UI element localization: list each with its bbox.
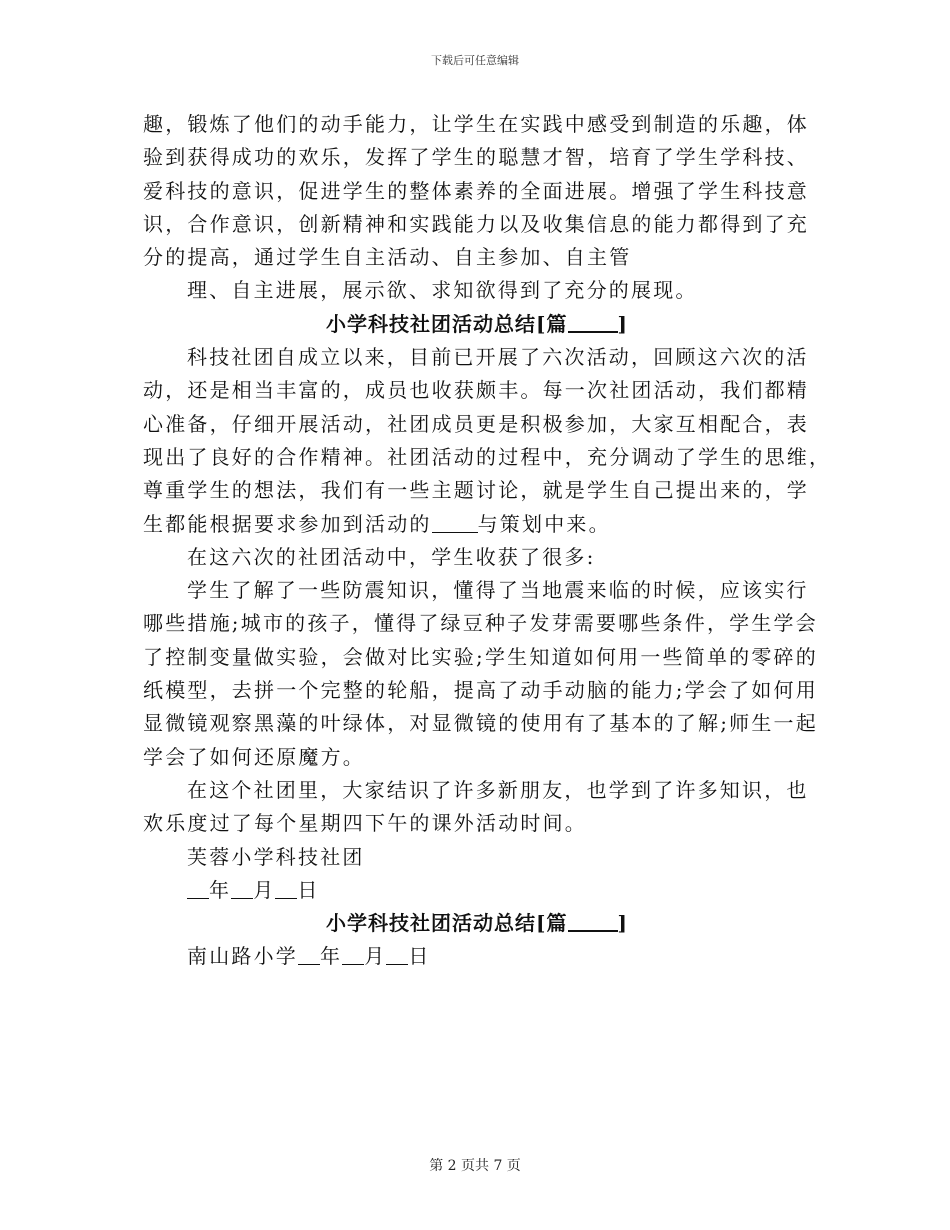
fill-blank bbox=[568, 311, 618, 333]
text-line: 现出了良好的合作精神。社团活动的过程中，充分调动了学生的思维， bbox=[143, 444, 832, 469]
section-title-2 bbox=[143, 907, 811, 940]
school-name: 南山路小学 bbox=[187, 944, 298, 969]
paragraph-6 bbox=[143, 774, 811, 841]
fill-blank bbox=[231, 880, 253, 899]
date-month: 月 bbox=[364, 944, 387, 969]
text-segment: 生都能根据要求参加到活动的 bbox=[143, 511, 432, 536]
text-line bbox=[143, 508, 811, 541]
paragraph-3 bbox=[143, 341, 832, 541]
section-title-close: ] bbox=[617, 911, 628, 936]
fill-blank bbox=[275, 880, 297, 899]
section-title-1 bbox=[143, 308, 811, 341]
text-line: 心准备，仔细开展活动，社团成员更是积极参加，大家互相配合，表 bbox=[143, 411, 809, 436]
date-year: 年 bbox=[209, 877, 232, 902]
text-line: 验到获得成功的欢乐，发挥了学生的聪慧才智，培育了学生学科技、 bbox=[143, 145, 809, 170]
section-title-close: ] bbox=[617, 311, 628, 336]
document-body bbox=[143, 108, 832, 974]
text-line: 爱科技的意识，促进学生的整体素养的全面进展。增强了学生科技意 bbox=[143, 178, 809, 203]
text-segment: 与策划中来。 bbox=[477, 511, 611, 536]
text-line: 纸模型，去拼一个完整的轮船，提高了动手动脑的能力;学会了如何用 bbox=[143, 678, 818, 703]
text-line: 显微镜观察黑藻的叶绿体，对显微镜的使用有了基本的了解;师生一起 bbox=[143, 711, 818, 736]
paragraph-4: 在这六次的社团活动中，学生收获了很多: bbox=[187, 544, 596, 569]
text-line: 在这个社团里，大家结识了许多新朋友，也学到了许多知识，也 bbox=[187, 777, 809, 802]
paragraph-5 bbox=[143, 574, 818, 774]
text-line: 科技社团自成立以来，目前已开展了六次活动，回顾这六次的活 bbox=[187, 345, 809, 370]
fill-blank bbox=[298, 946, 320, 965]
paragraph-2: 理、自主进展，展示欲、求知欲得到了充分的展现。 bbox=[187, 278, 698, 303]
fill-blank bbox=[187, 880, 209, 899]
paragraph-1 bbox=[143, 108, 811, 274]
date-day: 日 bbox=[297, 877, 320, 902]
fill-blank bbox=[386, 946, 408, 965]
school-date-line bbox=[143, 940, 811, 973]
section-title-text: 小学科技社团活动总结[篇 bbox=[326, 911, 568, 936]
text-line: 学会了如何还原魔方。 bbox=[143, 744, 365, 769]
text-line: 识，合作意识，创新精神和实践能力以及收集信息的能力都得到了充 bbox=[143, 211, 809, 236]
fill-blank bbox=[342, 946, 364, 965]
date-day: 日 bbox=[408, 944, 431, 969]
date-month: 月 bbox=[253, 877, 276, 902]
text-line: 学生了解了一些防震知识，懂得了当地震来临的时候，应该实行 bbox=[187, 578, 809, 603]
text-line: 尊重学生的想法，我们有一些主题讨论，就是学生自己提出来的，学 bbox=[143, 478, 809, 503]
fill-blank bbox=[568, 910, 618, 932]
signature: 芙蓉小学科技社团 bbox=[187, 844, 365, 869]
text-line: 动，还是相当丰富的，成员也收获颇丰。每一次社团活动，我们都精 bbox=[143, 378, 809, 403]
text-line: 了控制变量做实验，会做对比实验;学生知道如何用一些简单的零碎的 bbox=[143, 644, 818, 669]
date-line bbox=[143, 874, 811, 907]
text-line: 欢乐度过了每个星期四下午的课外活动时间。 bbox=[143, 811, 587, 836]
text-line: 哪些措施;城市的孩子，懂得了绿豆种子发芽需要哪些条件，学生学会 bbox=[143, 611, 818, 636]
text-line: 趣，锻炼了他们的动手能力，让学生在实践中感受到制造的乐趣，体 bbox=[143, 112, 809, 136]
date-year: 年 bbox=[320, 944, 343, 969]
fill-blank bbox=[432, 514, 478, 533]
text-line: 分的提高，通过学生自主活动、自主参加、自主管 bbox=[143, 245, 632, 270]
section-title-text: 小学科技社团活动总结[篇 bbox=[326, 311, 568, 336]
page-header: 下载后可任意编辑 bbox=[431, 54, 519, 67]
page-footer: 第 2 页共 7 页 bbox=[429, 1158, 521, 1174]
